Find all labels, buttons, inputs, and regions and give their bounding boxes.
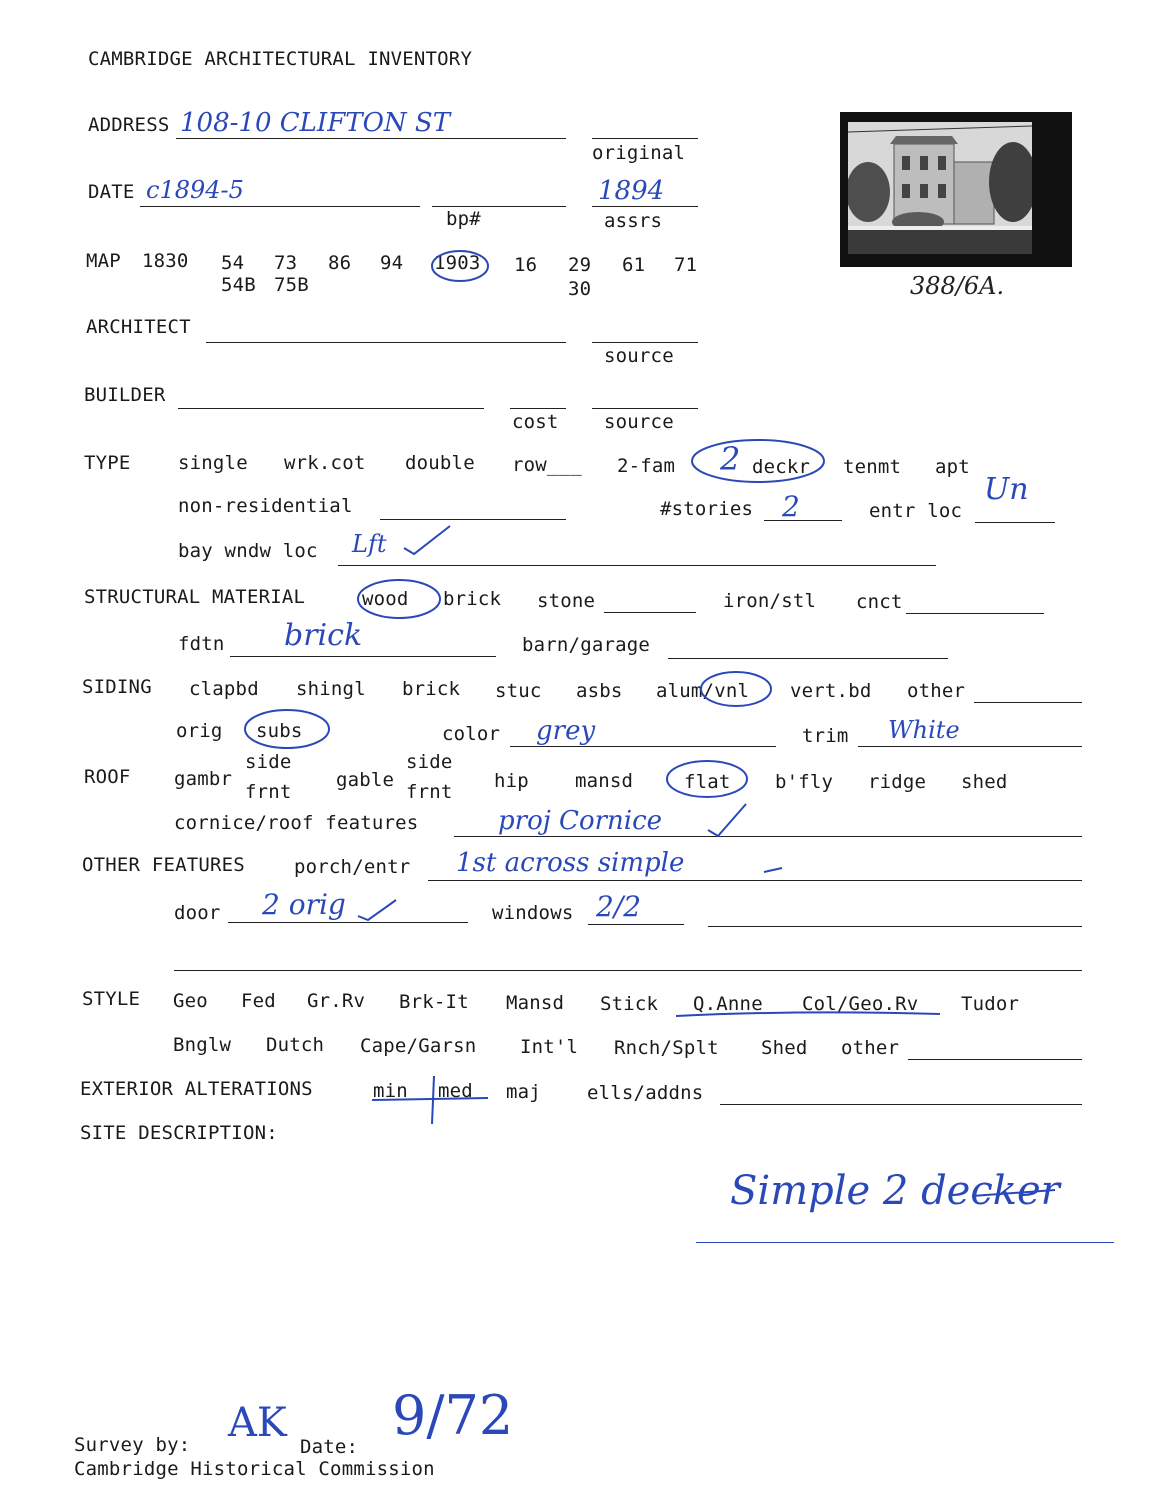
entr-loc-label: entr loc — [869, 500, 963, 522]
style-option: Brk-It — [399, 991, 469, 1013]
door-label: door — [174, 902, 221, 924]
type-option: row___ — [512, 454, 582, 476]
siding-option: vert.bd — [790, 680, 872, 702]
style-option: Rnch/Splt — [614, 1037, 719, 1059]
roof-label: ROOF — [84, 766, 131, 788]
builder-label: BUILDER — [84, 384, 166, 406]
survey-by-label: Survey by: — [74, 1434, 191, 1456]
style-option-selected: Q.Anne — [693, 993, 763, 1015]
type-option-selected: deckr — [752, 456, 811, 478]
map-year: 30 — [568, 278, 592, 300]
site-label: SITE DESCRIPTION: — [80, 1122, 278, 1144]
map-year: 61 — [622, 254, 646, 276]
architect-source-label: source — [604, 345, 674, 367]
stories-label: #stories — [660, 498, 754, 520]
entr-loc-value: Un — [984, 472, 1029, 507]
map-year: 71 — [674, 254, 698, 276]
windows-value: 2/2 — [596, 890, 642, 923]
map-year-circled: 1903 — [434, 252, 481, 274]
style-option: Cape/Garsn — [360, 1035, 477, 1057]
roof-frnt-1: frnt — [245, 781, 292, 803]
footer-commission: Cambridge Historical Commission — [74, 1458, 435, 1480]
site-value: Simple 2 decker — [730, 1168, 1060, 1214]
map-year: 94 — [380, 252, 404, 274]
cornice-label: cornice/roof features — [174, 812, 419, 834]
roof-frnt-2: frnt — [406, 781, 453, 803]
alteration-option: min — [373, 1080, 408, 1102]
mark-divider — [432, 1076, 434, 1124]
roof-side-1: side — [245, 751, 292, 773]
porch-value: 1st across simple — [456, 848, 685, 878]
map-year: 54B — [221, 274, 256, 296]
type-option: double — [405, 452, 475, 474]
map-label: MAP — [86, 250, 121, 272]
survey-date-label: Date: — [300, 1436, 359, 1458]
roof-gambr: gambr — [174, 768, 233, 790]
form-title: CAMBRIDGE ARCHITECTURAL INVENTORY — [88, 48, 473, 70]
photo-number: 388/6A. — [910, 272, 1005, 300]
original-label: original — [592, 142, 686, 164]
siding-option: brick — [402, 678, 461, 700]
survey-by-value: AK — [228, 1400, 287, 1446]
bay-wndw-value: Lft — [352, 530, 387, 558]
roof-side-2: side — [406, 751, 453, 773]
style-option: Mansd — [506, 992, 565, 1014]
style-option: Geo — [173, 990, 208, 1012]
assrs-label: assrs — [604, 210, 663, 232]
style-option: Fed — [241, 990, 276, 1012]
siding-option: stuc — [495, 680, 542, 702]
underline-q-anne — [676, 1012, 940, 1016]
roof-option: mansd — [575, 770, 634, 792]
check-bay — [404, 526, 450, 554]
non-residential-label: non-residential — [178, 495, 353, 517]
stroke-porch — [764, 868, 782, 872]
alteration-option: med — [438, 1080, 473, 1102]
cost-label: cost — [512, 411, 559, 433]
style-option: Col/Geo.Rv — [802, 993, 919, 1015]
date-value: c1894-5 — [146, 176, 244, 204]
alteration-option: ells/addns — [587, 1082, 704, 1104]
roof-option: shed — [961, 771, 1008, 793]
style-label: STYLE — [82, 988, 141, 1010]
style-option: Stick — [600, 993, 659, 1015]
map-year: 1830 — [142, 250, 189, 272]
map-year: 16 — [514, 254, 538, 276]
trim-value: White — [888, 716, 960, 744]
assrs-value: 1894 — [598, 176, 665, 206]
type-decker-count: 2 — [720, 440, 741, 478]
door-value: 2 orig — [262, 888, 346, 921]
type-label: TYPE — [84, 452, 131, 474]
bay-wndw-label: bay wndw loc — [178, 540, 318, 562]
check-cornice — [708, 804, 746, 836]
windows-label: windows — [492, 902, 574, 924]
architect-label: ARCHITECT — [86, 316, 191, 338]
style-option: Tudor — [961, 993, 1020, 1015]
circle-1903 — [432, 251, 488, 281]
siding-option: clapbd — [189, 678, 259, 700]
other-features-label: OTHER FEATURES — [82, 854, 245, 876]
map-year: 86 — [328, 252, 352, 274]
type-option: single — [178, 452, 248, 474]
address-label: ADDRESS — [88, 114, 170, 136]
stories-value: 2 — [782, 490, 800, 523]
structural-option: iron/stl — [723, 590, 817, 612]
circle-flat — [667, 761, 747, 797]
structural-option: stone — [537, 590, 596, 612]
circle-2-decker — [692, 440, 824, 482]
siding-option-selected: alum/vnl — [656, 680, 750, 702]
roof-option-selected: flat — [684, 771, 731, 793]
circle-subs — [245, 710, 329, 748]
style-option: Dutch — [266, 1034, 325, 1056]
siding-option: other — [907, 680, 966, 702]
cornice-value: proj Cornice — [498, 806, 663, 836]
style-option: Bnglw — [173, 1034, 232, 1056]
stroke-site — [972, 1190, 1055, 1196]
address-value: 108-10 CLIFTON ST — [180, 108, 451, 138]
siding-option: asbs — [576, 680, 623, 702]
roof-gable: gable — [336, 769, 395, 791]
fdtn-value: brick — [284, 618, 363, 653]
roof-option: ridge — [868, 771, 927, 793]
map-year: 73 — [274, 252, 298, 274]
builder-source-label: source — [604, 411, 674, 433]
color-label: color — [442, 723, 501, 745]
trim-label: trim — [802, 725, 849, 747]
style-option: Int'l — [520, 1036, 579, 1058]
type-option: 2-fam — [617, 455, 676, 477]
bp-label: bp# — [446, 208, 481, 230]
mark-min-med — [372, 1098, 488, 1100]
style-option: Shed — [761, 1037, 808, 1059]
check-door — [358, 900, 396, 920]
style-option: other — [841, 1037, 900, 1059]
survey-date-value: 9/72 — [392, 1384, 514, 1447]
map-year: 29 — [568, 254, 592, 276]
structural-label: STRUCTURAL MATERIAL — [84, 586, 306, 608]
style-option: Gr.Rv — [307, 990, 366, 1012]
roof-option: hip — [494, 770, 529, 792]
type-option: wrk.cot — [284, 452, 366, 474]
orig-label: orig — [176, 720, 223, 742]
siding-option: shingl — [296, 678, 366, 700]
fdtn-label: fdtn — [178, 633, 225, 655]
map-year: 54 — [221, 252, 245, 274]
type-option: apt — [935, 456, 970, 478]
circle-wood — [358, 580, 440, 618]
circle-alum-vnl — [701, 672, 771, 706]
subs-label: subs — [256, 720, 303, 742]
alterations-label: EXTERIOR ALTERATIONS — [80, 1078, 313, 1100]
structural-option-selected: wood — [362, 588, 409, 610]
barn-label: barn/garage — [522, 634, 651, 656]
siding-label: SIDING — [82, 676, 152, 698]
porch-label: porch/entr — [294, 856, 411, 878]
color-value: grey — [536, 716, 596, 746]
type-option: tenmt — [843, 456, 902, 478]
structural-option: cnct — [856, 591, 903, 613]
map-year: 75B — [274, 274, 309, 296]
alteration-option: maj — [506, 1081, 541, 1103]
date-label: DATE — [88, 181, 135, 203]
structural-option: brick — [443, 588, 502, 610]
roof-option: b'fly — [775, 771, 834, 793]
